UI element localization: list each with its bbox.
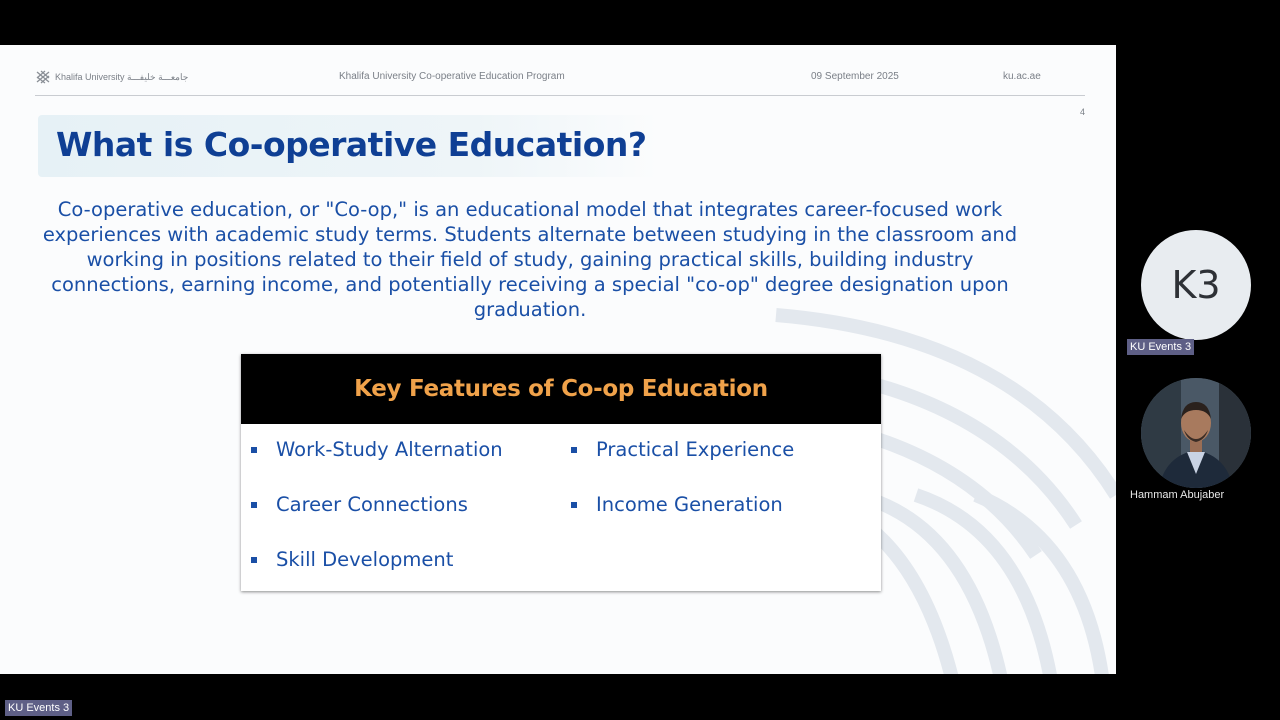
participant-name: Hammam Abujaber	[1130, 489, 1225, 501]
slide-title: What is Co-operative Education?	[56, 125, 647, 164]
participant-tile-hammam[interactable]	[1141, 378, 1251, 488]
shared-slide	[0, 45, 1116, 674]
feature-label: Income Generation	[596, 493, 783, 516]
feature-label: Skill Development	[276, 548, 454, 571]
bullet-icon	[251, 502, 257, 508]
title-box	[38, 115, 658, 177]
program-name: Khalifa University Co-operative Education Program	[339, 71, 565, 82]
features-header	[241, 354, 881, 424]
feature-item	[571, 438, 794, 461]
slide-header	[35, 67, 1085, 96]
participant-initials: K3	[1171, 263, 1221, 307]
feature-label: Career Connections	[276, 493, 468, 516]
slide-date: 09 September 2025	[811, 71, 899, 82]
feature-item	[251, 548, 453, 571]
features-title: Key Features of Co-op Education	[354, 376, 768, 402]
feature-label: Practical Experience	[596, 438, 795, 461]
bullet-icon	[251, 557, 257, 563]
features-card	[241, 354, 881, 591]
bullet-icon	[571, 502, 577, 508]
ku-logo	[35, 69, 188, 85]
bullet-icon	[571, 447, 577, 453]
participant-name-tag: KU Events 3	[1127, 339, 1194, 355]
feature-item	[251, 438, 503, 461]
participant-tile-k3[interactable]	[1141, 230, 1251, 340]
logo-text: Khalifa University جامعـــة خليفـــة	[55, 71, 189, 82]
body-paragraph: Co-operative education, or "Co-op," is an educational model that integrates career-focused work experiences with academic study terms. Students alternate between studying in the classroom and working in positions related to their field of study, gaining practical skills, building industry connections, earning income, and potentially receiving a special "co-op" degree designation upon graduation.	[42, 198, 1018, 321]
bullet-icon	[251, 447, 257, 453]
website: ku.ac.ae	[1003, 71, 1041, 82]
ku-logo-icon	[35, 69, 51, 85]
self-view-name-tag: KU Events 3	[5, 700, 72, 716]
feature-item	[571, 493, 783, 516]
page-number: 4	[1079, 107, 1085, 117]
avatar-photo	[1141, 378, 1251, 488]
feature-item	[251, 493, 468, 516]
feature-label: Work-Study Alternation	[276, 438, 503, 461]
